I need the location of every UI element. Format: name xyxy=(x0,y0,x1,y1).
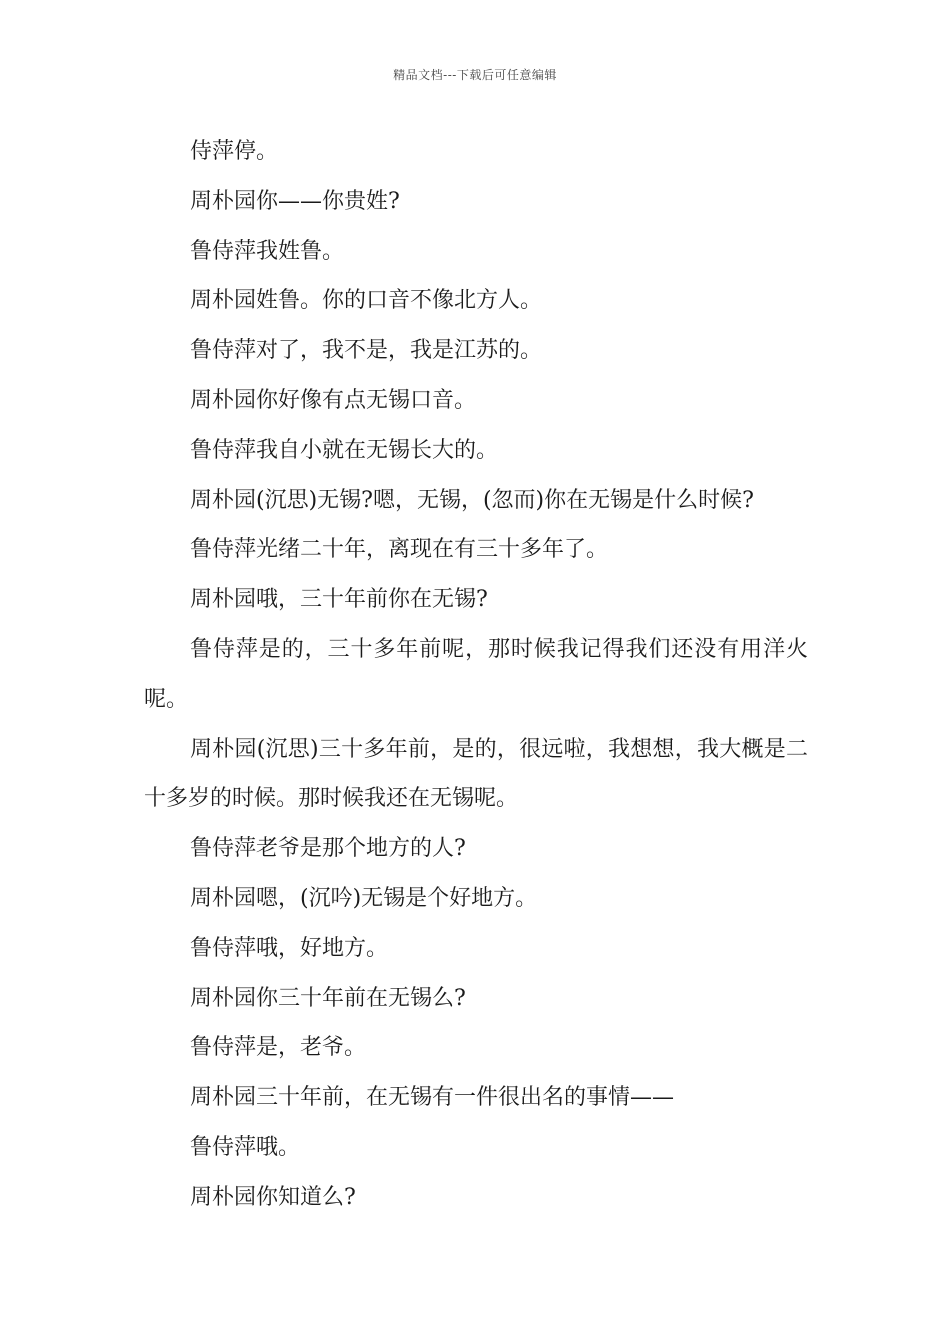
dialogue-line: 鲁侍萍我姓鲁。 xyxy=(190,238,345,264)
dialogue-line: 鲁侍萍我自小就在无锡长大的。 xyxy=(190,437,499,463)
dialogue-line: 周朴园你——你贵姓? xyxy=(190,188,400,214)
dialogue-line: 鲁侍萍是的，三十多年前呢，那时候我记得我们还没有用洋火呢。 xyxy=(144,636,808,712)
dialogue-line: 周朴园(沉思)无锡?嗯，无锡，(忽而)你在无锡是什么时候? xyxy=(190,487,754,513)
dialogue-line: 鲁侍萍哦，好地方。 xyxy=(190,935,389,961)
dialogue-body xyxy=(144,127,808,1223)
dialogue-line: 鲁侍萍是，老爷。 xyxy=(190,1035,367,1061)
dialogue-line: 鲁侍萍对了，我不是，我是江苏的。 xyxy=(190,338,543,364)
dialogue-line: 周朴园你知道么? xyxy=(190,1184,356,1210)
dialogue-line: 鲁侍萍老爷是那个地方的人? xyxy=(190,836,466,862)
dialogue-line: 鲁侍萍光绪二十年，离现在有三十多年了。 xyxy=(190,537,609,563)
dialogue-line: 周朴园你好像有点无锡口音。 xyxy=(190,387,477,413)
dialogue-line: 周朴园姓鲁。你的口音不像北方人。 xyxy=(190,288,543,314)
dialogue-line: 周朴园哦，三十年前你在无锡? xyxy=(190,587,488,613)
dialogue-line: 周朴园(沉思)三十多年前，是的，很远啦，我想想，我大概是二十多岁的时候。那时候我还在无锡呢。 xyxy=(144,736,808,812)
dialogue-line: 鲁侍萍哦。 xyxy=(190,1134,301,1160)
page-header: 精品文档---下载后可任意编辑 xyxy=(393,68,557,82)
dialogue-line: 周朴园嗯，(沉吟)无锡是个好地方。 xyxy=(190,885,538,911)
dialogue-line: 周朴园三十年前，在无锡有一件很出名的事情—— xyxy=(190,1085,675,1111)
dialogue-line: 周朴园你三十年前在无锡么? xyxy=(190,985,466,1011)
dialogue-line: 侍萍停。 xyxy=(190,139,279,164)
